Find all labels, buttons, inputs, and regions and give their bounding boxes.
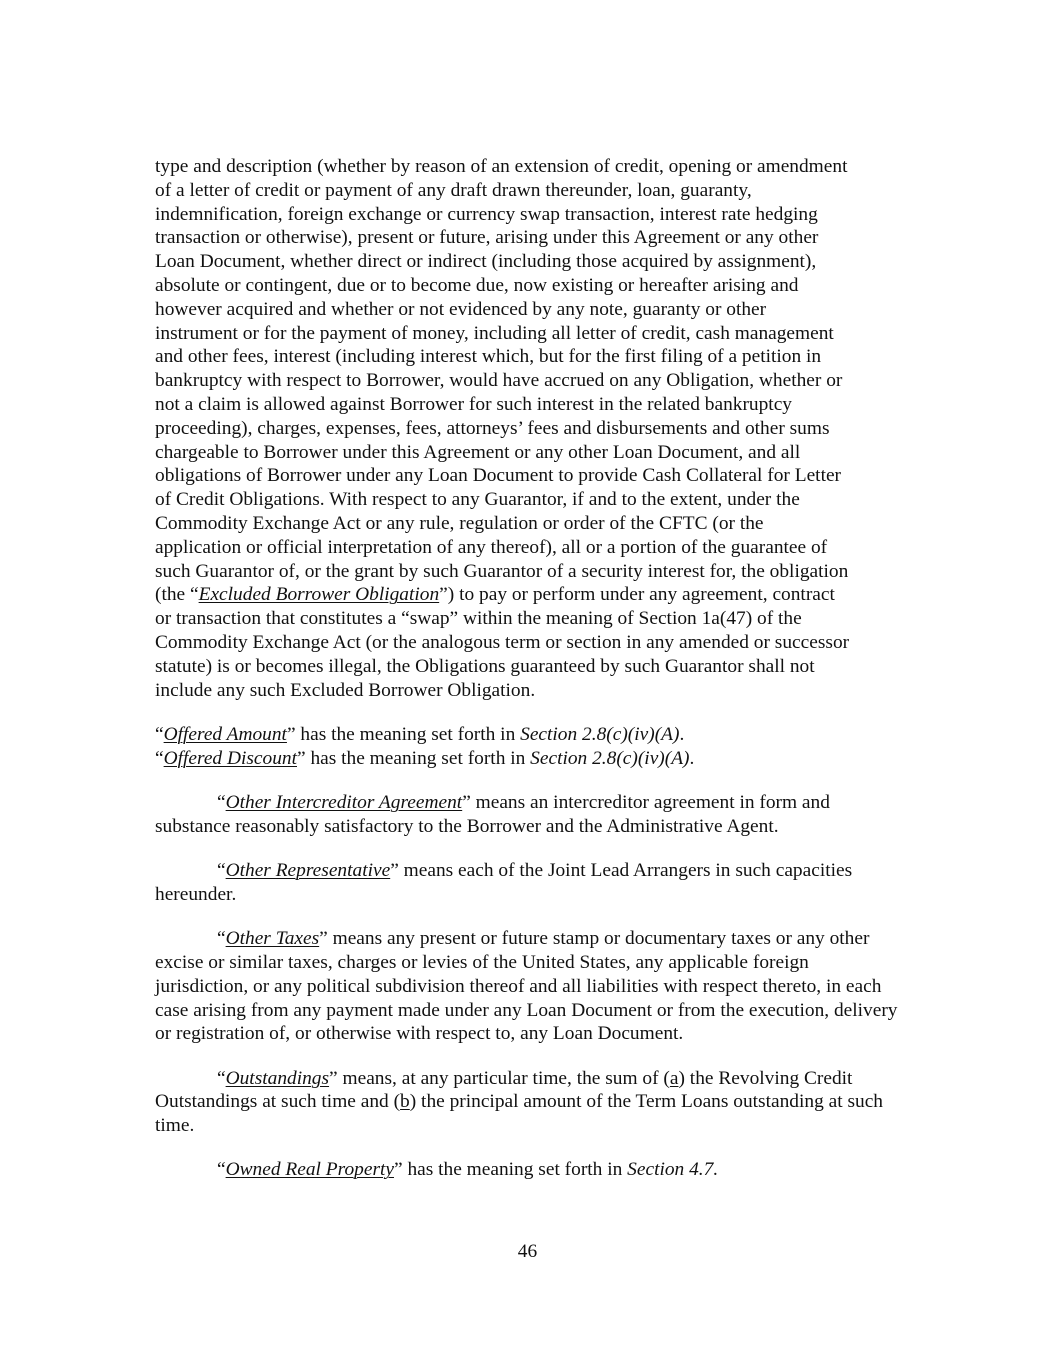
text-line: type and description (whether by reason of an extension of credit, opening or amendment [155, 156, 848, 177]
text-line: indemnification, foreign exchange or currency swap transaction, interest rate hedging [155, 203, 818, 225]
text-line: not a claim is allowed against Borrower for such interest in the related bankruptcy [155, 393, 792, 415]
text-span: ”) to pay or perform under any agreement, contract [439, 584, 835, 606]
open-quote: “ [155, 723, 164, 745]
defined-term-owned-real-property: Owned Real Property [225, 1159, 394, 1181]
defined-term-excluded-borrower-obligation: Excluded Borrower Obligation [198, 584, 440, 606]
text-line: of a letter of credit or payment of any draft drawn thereunder, loan, guaranty, [155, 179, 752, 201]
definition-text: ” has the meaning set forth in [286, 723, 521, 745]
text-line: Loan Document, whether direct or indirect (including those acquired by assignment), [155, 251, 817, 273]
text-line: bankruptcy with respect to Borrower, would have accrued on any Obligation, whether or [155, 370, 843, 392]
text-line: and other fees, interest (including interest which, but for the first filing of a petition in [155, 346, 822, 368]
text-line: or transaction that constitutes a “swap” within the meaning of Section 1a(47) of the [155, 608, 802, 630]
text-span: (the “ [155, 584, 199, 606]
text-line: chargeable to Borrower under this Agreement or any other Loan Document, and all [155, 441, 801, 463]
section-reference: Section 4.7. [627, 1159, 719, 1181]
definition-text: ” means, at any particular time, the sum of ( [329, 1067, 670, 1089]
definition-other-taxes [155, 927, 900, 1046]
period: . [689, 747, 695, 769]
definition-offered-discount [155, 747, 900, 771]
definition-other-intercreditor-agreement [155, 791, 900, 839]
period: . [679, 723, 685, 745]
definition-owned-real-property [155, 1158, 900, 1182]
text-line: transaction or otherwise), present or future, arising under this Agreement or any other [155, 227, 819, 249]
text-line: statute) is or becomes illegal, the Obligations guaranteed by such Guarantor shall not [155, 655, 815, 677]
text-line: such Guarantor of, or the grant by such Guarantor of a security interest for, the obligation [155, 560, 849, 582]
definition-text: ) the Revolving Credit Outstandings at such time and ( [155, 1067, 853, 1113]
text-line: Commodity Exchange Act or any rule, regulation or order of the CFTC (or the [155, 512, 764, 534]
defined-term-offered-amount: Offered Amount [163, 723, 287, 745]
section-reference: Section 2.8(c)(iv)(A) [520, 723, 680, 745]
definition-text: ” has the meaning set forth in [297, 747, 531, 769]
text-line: application or official interpretation of any thereof), all or a portion of the guarantee of [155, 536, 828, 558]
text-line [155, 583, 900, 607]
text-line: absolute or contingent, due or to become due, now existing or hereafter arising and [155, 274, 799, 296]
obligations-definition-continuation [155, 155, 900, 702]
text-line: include any such Excluded Borrower Obligation. [155, 679, 536, 701]
open-quote: “ [217, 860, 226, 882]
defined-term-outstandings: Outstandings [225, 1067, 330, 1089]
open-quote: “ [217, 1067, 226, 1089]
open-quote: “ [217, 1159, 226, 1181]
clause-marker-b: b [400, 1091, 410, 1113]
document-page [155, 155, 900, 1182]
section-reference: Section 2.8(c)(iv)(A) [530, 747, 690, 769]
definition-text: ” has the meaning set forth in [393, 1159, 628, 1181]
page-number: 46 [517, 1241, 538, 1262]
open-quote: “ [217, 928, 226, 950]
text-line: instrument or for the payment of money, including all letter of credit, cash management [155, 322, 834, 344]
text-line: obligations of Borrower under any Loan Document to provide Cash Collateral for Letter [155, 465, 842, 487]
clause-marker-a: a [669, 1067, 679, 1089]
defined-term-other-taxes: Other Taxes [225, 928, 320, 950]
definition-text: ” means an intercreditor agreement in form and substance reasonably satisfactory to the Borrower and the Administrative Agent. [155, 791, 830, 837]
text-line: however acquired and whether or not evidenced by any note, guaranty or other [155, 298, 767, 320]
definition-text: ) the principal amount of the Term Loans outstanding at such time. [155, 1091, 883, 1137]
definition-other-representative [155, 859, 900, 907]
definition-offered-amount [155, 723, 900, 747]
text-line: Commodity Exchange Act (or the analogous term or section in any amended or successor [155, 631, 850, 653]
text-line: of Credit Obligations. With respect to any Guarantor, if and to the extent, under the [155, 489, 800, 511]
defined-term-offered-discount: Offered Discount [163, 747, 297, 769]
text-line: proceeding), charges, expenses, fees, attorneys’ fees and disbursements and other sums [155, 417, 830, 439]
defined-term-other-representative: Other Representative [225, 860, 391, 882]
definition-outstandings [155, 1067, 900, 1138]
definition-text: ” means each of the Joint Lead Arrangers in such capacities hereunder. [155, 860, 853, 905]
open-quote: “ [155, 747, 164, 769]
open-quote: “ [217, 791, 226, 813]
defined-term-other-intercreditor-agreement: Other Intercreditor Agreement [225, 791, 463, 813]
definition-text: ” means any present or future stamp or documentary taxes or any other excise or similar taxes, charges or levies of the United States, any applicable foreign jurisdiction, or any political subdivision thereof and all liabilities with respect thereto, in each case arising from any payment made under any Loan Document or from the execution, delivery or registration of, or otherwise with respect to, any Loan Document. [155, 928, 898, 1045]
